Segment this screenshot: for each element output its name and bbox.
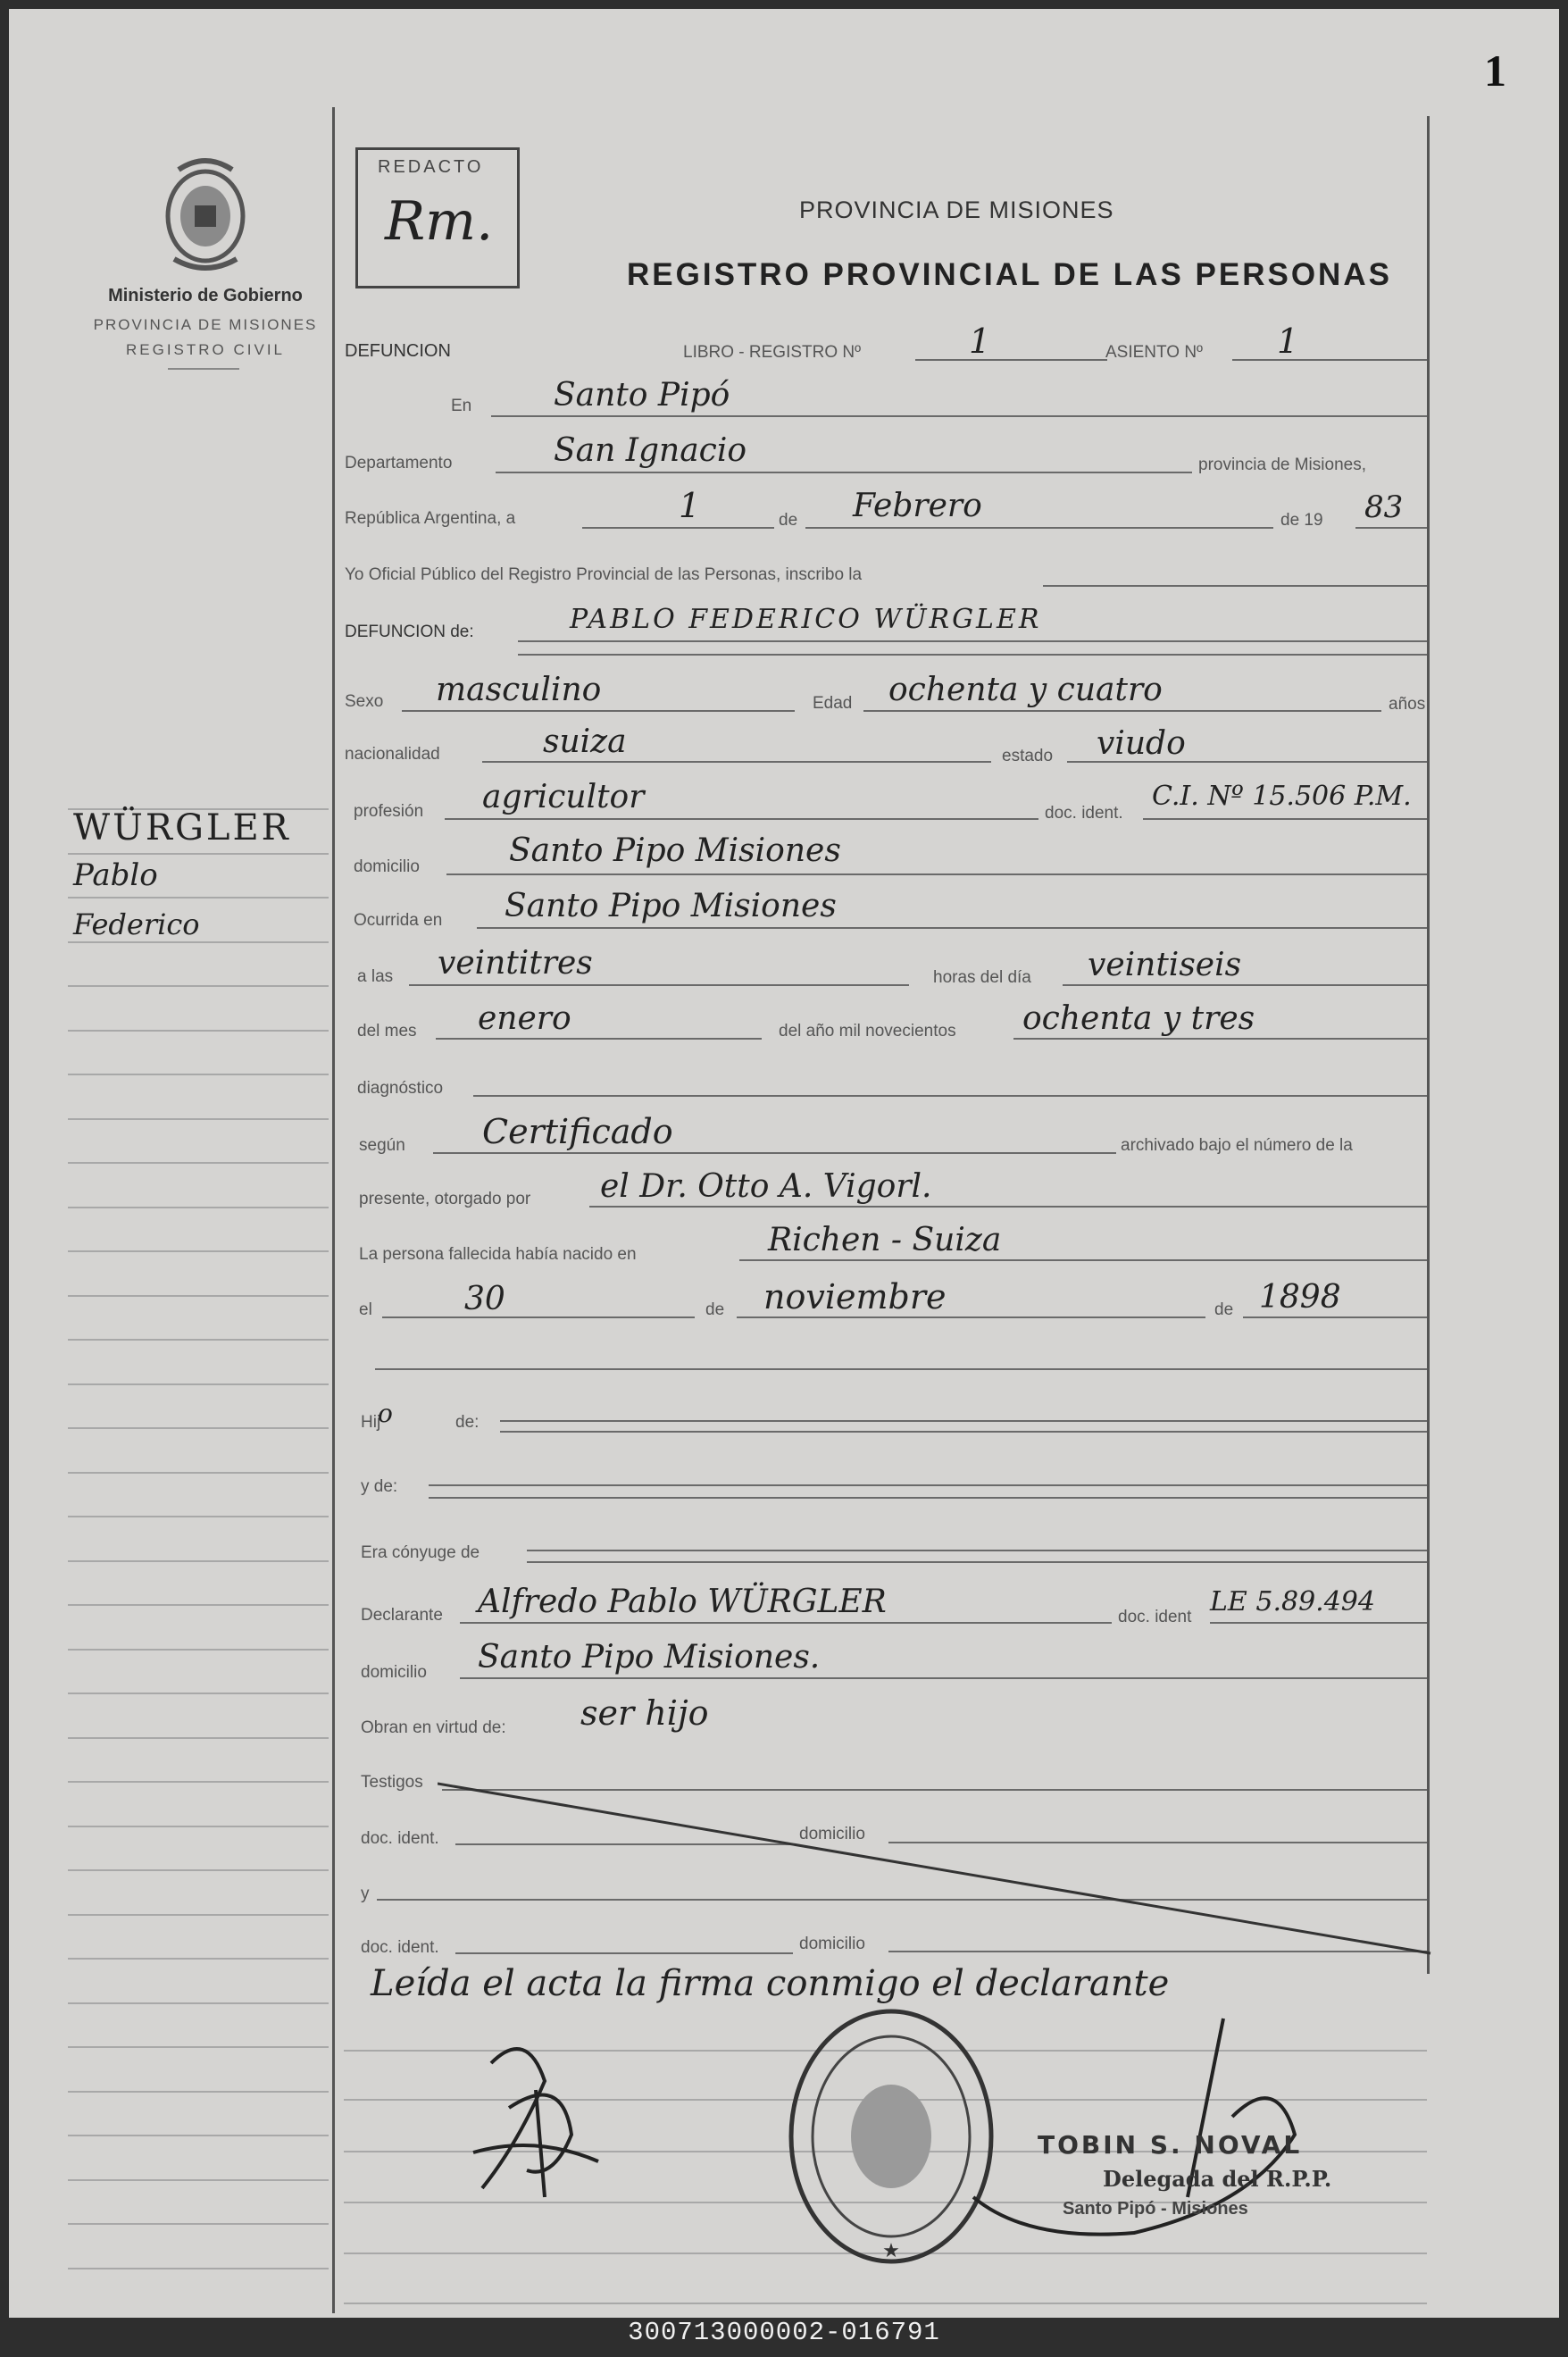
- el-month-value: noviembre: [763, 1277, 947, 1316]
- asiento-line: [1232, 359, 1427, 361]
- doc-label: doc. ident.: [1045, 804, 1123, 823]
- hora-line: [409, 984, 909, 986]
- rep-month-line: [805, 527, 1273, 529]
- conyuge-line: [527, 1550, 1427, 1551]
- domicilio2-value: Santo Pipo Misiones.: [478, 1639, 821, 1676]
- province-title: PROVINCIA DE MISIONES: [799, 196, 1114, 223]
- estado-label: estado: [1002, 747, 1054, 765]
- declarante-doc-line: [1210, 1622, 1427, 1624]
- declarante-doc-label: doc. ident: [1118, 1608, 1192, 1626]
- en-value: Santo Pipó: [554, 377, 730, 414]
- margin-ruled-line: [68, 2179, 329, 2181]
- nacido-label: La persona fallecida había nacido en: [359, 1245, 637, 1264]
- delegate-title: Delegada del R.P.P.: [1103, 2166, 1332, 2192]
- act-type-label: DEFUNCION: [345, 341, 451, 361]
- estado-value: viudo: [1097, 725, 1186, 762]
- margin-ruled-line: [68, 1826, 329, 1827]
- margin-ruled-line: [68, 1250, 329, 1252]
- edad-label: Edad: [813, 694, 853, 713]
- nacionalidad-label: nacionalidad: [345, 745, 440, 764]
- margin-surname: WÜRGLER: [73, 807, 291, 848]
- depto-suffix: provincia de Misiones,: [1198, 456, 1366, 474]
- asiento-value: 1: [1277, 322, 1299, 361]
- anio-value: ochenta y tres: [1022, 1000, 1255, 1037]
- margin-ruled-line: [68, 1737, 329, 1739]
- presente-line: [589, 1206, 1427, 1208]
- margin-ruled-line: [68, 2002, 329, 2004]
- margin-ruled-line: [68, 1781, 329, 1783]
- anos-label: años: [1389, 695, 1426, 714]
- bottom-rule-6: [344, 2303, 1427, 2304]
- margin-ruled-line: [68, 2268, 329, 2269]
- margin-ruled-line: [68, 1162, 329, 1164]
- nacido-value: Richen - Suiza: [768, 1222, 1002, 1258]
- domicilio-line: [446, 873, 1427, 875]
- declarante-line: [460, 1622, 1112, 1624]
- yde-label: y de:: [361, 1477, 398, 1496]
- declarant-signature-icon: [455, 2036, 616, 2215]
- rep-de1-label: de: [779, 511, 798, 530]
- hijo-o-value: o: [378, 1399, 393, 1428]
- obran-label: Obran en virtud de:: [361, 1718, 506, 1737]
- page-top-edge: [0, 0, 1568, 7]
- domicilio2-line: [460, 1677, 1427, 1679]
- defuncion-de-label: DEFUNCION de:: [345, 623, 474, 641]
- margin-ruled-line: [68, 2091, 329, 2093]
- ministry-office: REGISTRO CIVIL: [125, 341, 286, 358]
- declarante-value: Alfredo Pablo WÜRGLER: [478, 1584, 887, 1620]
- margin-name-1: Pablo: [73, 857, 158, 893]
- depto-value: San Ignacio: [554, 432, 747, 469]
- margin-ruled-line: [68, 1383, 329, 1385]
- margin-ruled-line: [68, 2046, 329, 2048]
- hijo-label: Hij: [361, 1413, 381, 1432]
- redacto-signature: Rm.: [385, 190, 494, 253]
- sexo-value: masculino: [436, 672, 602, 708]
- segun-label: según: [359, 1136, 405, 1155]
- el-de2-label: de: [1214, 1300, 1234, 1319]
- margin-ruled-line: [68, 2135, 329, 2136]
- nacionalidad-value: suiza: [543, 723, 627, 760]
- anio-label: del año mil novecientos: [779, 1022, 956, 1041]
- margin-ruled-line: [68, 1427, 329, 1429]
- nacionalidad-line: [482, 761, 991, 763]
- presente-label: presente, otorgado por: [359, 1190, 531, 1208]
- cancel-line: [438, 1782, 1438, 1969]
- profesion-label: profesión: [354, 802, 424, 821]
- margin-ruled-line: [68, 1914, 329, 1916]
- closing-text: Leída el acta la firma conmigo el declarante: [371, 1963, 1170, 2004]
- el-de1-label: de: [705, 1300, 725, 1319]
- registry-title: REGISTRO PROVINCIAL DE LAS PERSONAS: [627, 257, 1392, 292]
- anio-line: [1013, 1038, 1427, 1040]
- ocurrida-label: Ocurrida en: [354, 911, 443, 930]
- margin-ruled-line: [68, 1560, 329, 1562]
- declarante-label: Declarante: [361, 1606, 443, 1625]
- diagnostico-label: diagnóstico: [357, 1079, 444, 1098]
- hijo-line: [500, 1420, 1427, 1422]
- nacido-line: [739, 1259, 1427, 1261]
- republica-label: República Argentina, a: [345, 509, 516, 528]
- ocurrida-line: [477, 927, 1427, 929]
- margin-ruled-line: [68, 1958, 329, 1960]
- rep-day-line: [582, 527, 774, 529]
- margin-ruled-line: [68, 1604, 329, 1606]
- el-year-line: [1243, 1316, 1427, 1318]
- margin-ruled-line: [68, 1295, 329, 1297]
- margin-ruled-line: [68, 1516, 329, 1517]
- defuncion-de-line-2: [518, 654, 1427, 656]
- margin-rule: [332, 107, 335, 2313]
- presente-value: el Dr. Otto A. Vigorl.: [600, 1168, 932, 1205]
- doc-value: C.I. Nº 15.506 P.M.: [1152, 781, 1412, 812]
- el-day-line: [382, 1316, 695, 1318]
- hijo-line-2: [500, 1431, 1427, 1433]
- conyuge-label: Era cónyuge de: [361, 1543, 480, 1562]
- hora-label: a las: [357, 967, 394, 986]
- domicilio-label: domicilio: [354, 857, 420, 876]
- ocurrida-value: Santo Pipo Misiones: [505, 888, 837, 924]
- en-line: [491, 415, 1427, 417]
- delegate-office: Santo Pipó - Misiones: [1063, 2199, 1248, 2219]
- dom3-label: domicilio: [799, 1825, 865, 1843]
- margin-ruled-line: [68, 1030, 329, 1032]
- barcode-id: 300713000002-016791: [628, 2318, 940, 2347]
- sexo-line: [402, 710, 795, 712]
- rep-month-value: Febrero: [853, 488, 982, 524]
- margin-ruled-line: [68, 1472, 329, 1474]
- segun-line: [433, 1152, 1116, 1154]
- yde-line-2: [429, 1497, 1427, 1499]
- page-number: 1: [1484, 46, 1506, 96]
- libro-label: LIBRO - REGISTRO Nº: [683, 343, 862, 362]
- depto-label: Departamento: [345, 454, 453, 472]
- margin-ruled-line: [68, 2223, 329, 2225]
- y-label: y: [361, 1885, 370, 1903]
- margin-ruled-line: [68, 1074, 329, 1075]
- testigos-label: Testigos: [361, 1773, 423, 1792]
- libro-line: [915, 359, 1107, 361]
- edad-value: ochenta y cuatro: [888, 672, 1163, 708]
- margin-ruled-line: [68, 941, 329, 943]
- oficial-line: [1043, 585, 1427, 587]
- dom4-label: domicilio: [799, 1935, 865, 1953]
- profesion-value: agricultor: [482, 779, 645, 815]
- redacto-box: [355, 147, 520, 288]
- mes-line: [436, 1038, 762, 1040]
- margin-ruled-line: [68, 1869, 329, 1871]
- delegate-name: TOBIN S. NOVAL: [1038, 2130, 1303, 2160]
- edad-line: [863, 710, 1381, 712]
- rep-de2-label: de 19: [1280, 511, 1323, 530]
- ministry-divider: [168, 368, 239, 370]
- horadia-value: veintiseis: [1088, 947, 1242, 983]
- horadia-line: [1063, 984, 1427, 986]
- margin-ruled-line: [68, 853, 329, 855]
- oficial-text: Yo Oficial Público del Registro Provincial de las Personas, inscribo la: [345, 565, 863, 584]
- margin-ruled-line: [68, 1339, 329, 1341]
- yde-line: [429, 1484, 1427, 1486]
- right-rule: [1427, 116, 1430, 1974]
- defuncion-de-value: PABLO FEDERICO WÜRGLER: [570, 604, 1042, 635]
- rep-day-value: 1: [679, 486, 701, 525]
- en-label: En: [451, 397, 472, 415]
- margin-ruled-line: [68, 985, 329, 987]
- el-year-value: 1898: [1259, 1279, 1341, 1316]
- mes-label: del mes: [357, 1022, 417, 1041]
- svg-text:★: ★: [882, 2239, 900, 2261]
- mes-value: enero: [478, 1000, 571, 1037]
- diagnostico-line: [473, 1095, 1427, 1097]
- libro-value: 1: [969, 322, 991, 361]
- declarante-doc-value: LE 5.89.494: [1210, 1586, 1375, 1617]
- hora-value: veintitres: [438, 945, 593, 982]
- conyuge-line-2: [527, 1561, 1427, 1563]
- profesion-line: [445, 818, 1038, 820]
- sexo-label: Sexo: [345, 692, 384, 711]
- segun-value: Certificado: [482, 1112, 673, 1151]
- doc-line: [1143, 818, 1427, 820]
- hijo-de-label: de:: [455, 1413, 480, 1432]
- doc2-label: doc. ident.: [361, 1938, 439, 1957]
- document-page: [9, 9, 1559, 2318]
- depto-line: [496, 472, 1192, 473]
- doc1-label: doc. ident.: [361, 1829, 439, 1848]
- margin-ruled-line: [68, 1649, 329, 1651]
- ministry-province: PROVINCIA DE MISIONES: [93, 316, 318, 333]
- asiento-label: ASIENTO Nº: [1105, 343, 1203, 362]
- redacto-label: REDACTO: [378, 157, 484, 177]
- defuncion-de-line: [518, 640, 1427, 642]
- margin-ruled-line: [68, 1207, 329, 1208]
- obran-value: ser hijo: [580, 1693, 709, 1733]
- el-month-line: [737, 1316, 1205, 1318]
- margin-name-2: Federico: [73, 907, 200, 941]
- el-day-value: 30: [464, 1281, 505, 1317]
- margin-ruled-line: [68, 1118, 329, 1120]
- horadia-label: horas del día: [933, 968, 1031, 987]
- domicilio2-label: domicilio: [361, 1663, 427, 1682]
- blank-line-1: [375, 1368, 1427, 1370]
- domicilio-value: Santo Pipo Misiones: [509, 832, 841, 869]
- margin-ruled-line: [68, 1693, 329, 1694]
- archivado-label: archivado bajo el número de la: [1121, 1136, 1353, 1155]
- rep-year-line: [1355, 527, 1427, 529]
- ministry-title: Ministerio de Gobierno: [108, 286, 303, 305]
- rep-year-value: 83: [1364, 489, 1404, 525]
- coat-of-arms-icon: [152, 152, 259, 277]
- margin-ruled-line: [68, 897, 329, 899]
- el-label: el: [359, 1300, 372, 1319]
